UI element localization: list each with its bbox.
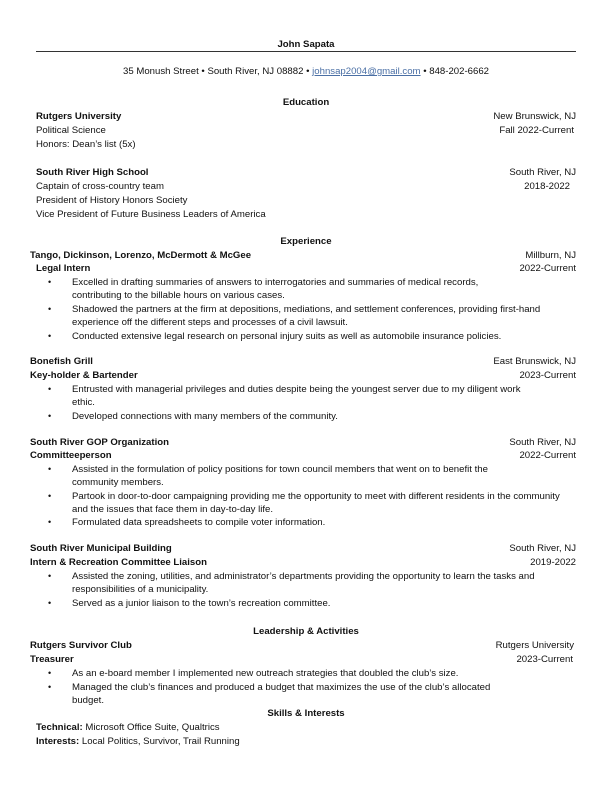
section-title-leadership: Leadership & Activities: [253, 626, 359, 637]
phone: 848-202-6662: [429, 66, 489, 77]
job-dates: 2019-2022: [530, 557, 576, 568]
bullet-icon: •: [48, 464, 52, 474]
bullet-icon: •: [48, 304, 52, 314]
resume-name: John Sapata: [277, 39, 335, 50]
job-bullet: Assisted the zoning, utilities, and administrator’s departments providing the opportunity to learn the tasks and responsibilities of a municipality.: [72, 571, 535, 595]
job-org: Bonefish Grill: [30, 356, 93, 367]
job-location: East Brunswick, NJ: [493, 356, 576, 367]
activity-dates: 2023-Current: [516, 654, 573, 665]
job-role: Legal Intern: [36, 263, 91, 274]
job-dates: 2023-Current: [519, 370, 576, 381]
job-bullet: Excelled in drafting summaries of answers to interrogatories and summaries of medical records, contributing to the billable hours on various cases.: [72, 277, 479, 301]
job-dates: 2022-Current: [519, 450, 576, 461]
job-bullet: Assisted in the formulation of policy positions for town council members that went on to benefit the community members.: [72, 464, 488, 488]
school-line: Captain of cross-country team: [36, 181, 164, 192]
school-line: President of History Honors Society: [36, 195, 188, 206]
section-title-skills: Skills & Interests: [267, 708, 345, 719]
job-location: South River, NJ: [509, 437, 576, 448]
job-role: Key-holder & Bartender: [30, 370, 138, 381]
bullet-icon: •: [48, 411, 52, 421]
job-role: Intern & Recreation Committee Liaison: [30, 557, 207, 568]
school-dates: 2018-2022: [524, 181, 570, 192]
activity-org: Rutgers Survivor Club: [30, 640, 132, 651]
job-dates: 2022-Current: [519, 263, 576, 274]
email-link[interactable]: johnsap2004@gmail.com: [312, 66, 421, 77]
school-name: South River High School: [36, 167, 149, 178]
skills-interests: Interests: Local Politics, Survivor, Trail Running: [36, 736, 240, 747]
job-bullet: Shadowed the partners at the firm at depositions, mediations, and settlement conferences, providing first-hand experience off the different steps and processes of a civil lawsuit.: [72, 304, 541, 328]
header-divider: [36, 51, 576, 52]
job-bullet: Formulated data spreadsheets to compile voter information.: [72, 517, 326, 528]
job-location: South River, NJ: [509, 543, 576, 554]
job-bullet: Developed connections with many members of the community.: [72, 411, 338, 422]
school-line: Vice President of Future Business Leaders of America: [36, 209, 266, 220]
bullet-icon: •: [48, 682, 52, 692]
bullet-icon: •: [48, 571, 52, 581]
job-bullet: Conducted extensive legal research on personal injury suits as well as automobile insurance policies.: [72, 331, 502, 342]
bullet-icon: •: [48, 668, 52, 678]
school-name: Rutgers University: [36, 111, 122, 122]
address: 35 Monush Street: [123, 66, 202, 77]
activity-role: Treasurer: [30, 654, 74, 665]
job-role: Committeeperson: [30, 450, 112, 461]
bullet-icon: •: [48, 491, 52, 501]
job-bullet: Entrusted with managerial privileges and duties despite being the youngest server due to my diligent work ethic.: [72, 384, 521, 408]
school-location: New Brunswick, NJ: [493, 111, 576, 122]
activity-bullet: As an e-board member I implemented new outreach strategies that doubled the club’s size.: [72, 668, 459, 679]
section-title-education: Education: [282, 97, 330, 108]
contact-line: 35 Monush Street • South River, NJ 08882 • johnsap2004@gmail.com • 848-202-6662: [123, 66, 489, 77]
bullet-icon: •: [48, 277, 52, 287]
job-org: Tango, Dickinson, Lorenzo, McDermott & McGee: [30, 250, 252, 261]
bullet-icon: •: [48, 517, 52, 527]
job-org: South River Municipal Building: [30, 543, 172, 554]
activity-bullet: Managed the club’s finances and produced a budget that maximizes the use of the club’s allocated budget.: [72, 682, 491, 706]
city: South River, NJ 08882: [207, 66, 304, 77]
school-line: Political Science: [36, 125, 106, 136]
bullet-icon: •: [48, 331, 52, 341]
school-dates: Fall 2022-Current: [499, 125, 574, 136]
skills-technical: Technical: Microsoft Office Suite, Qualtrics: [36, 722, 220, 733]
school-line: Honors: Dean’s list (5x): [36, 139, 136, 150]
section-title-experience: Experience: [280, 236, 332, 247]
bullet-icon: •: [48, 384, 52, 394]
job-org: South River GOP Organization: [30, 437, 169, 448]
bullet-icon: •: [48, 598, 52, 608]
activity-location: Rutgers University: [495, 640, 574, 651]
job-bullet: Partook in door-to-door campaigning providing me the opportunity to meet with different residents in the community and the issues that face them in day-to-day life.: [72, 491, 560, 515]
school-location: South River, NJ: [509, 167, 576, 178]
job-location: Millburn, NJ: [525, 250, 576, 261]
job-bullet: Served as a junior liaison to the town’s recreation committee.: [72, 598, 331, 609]
